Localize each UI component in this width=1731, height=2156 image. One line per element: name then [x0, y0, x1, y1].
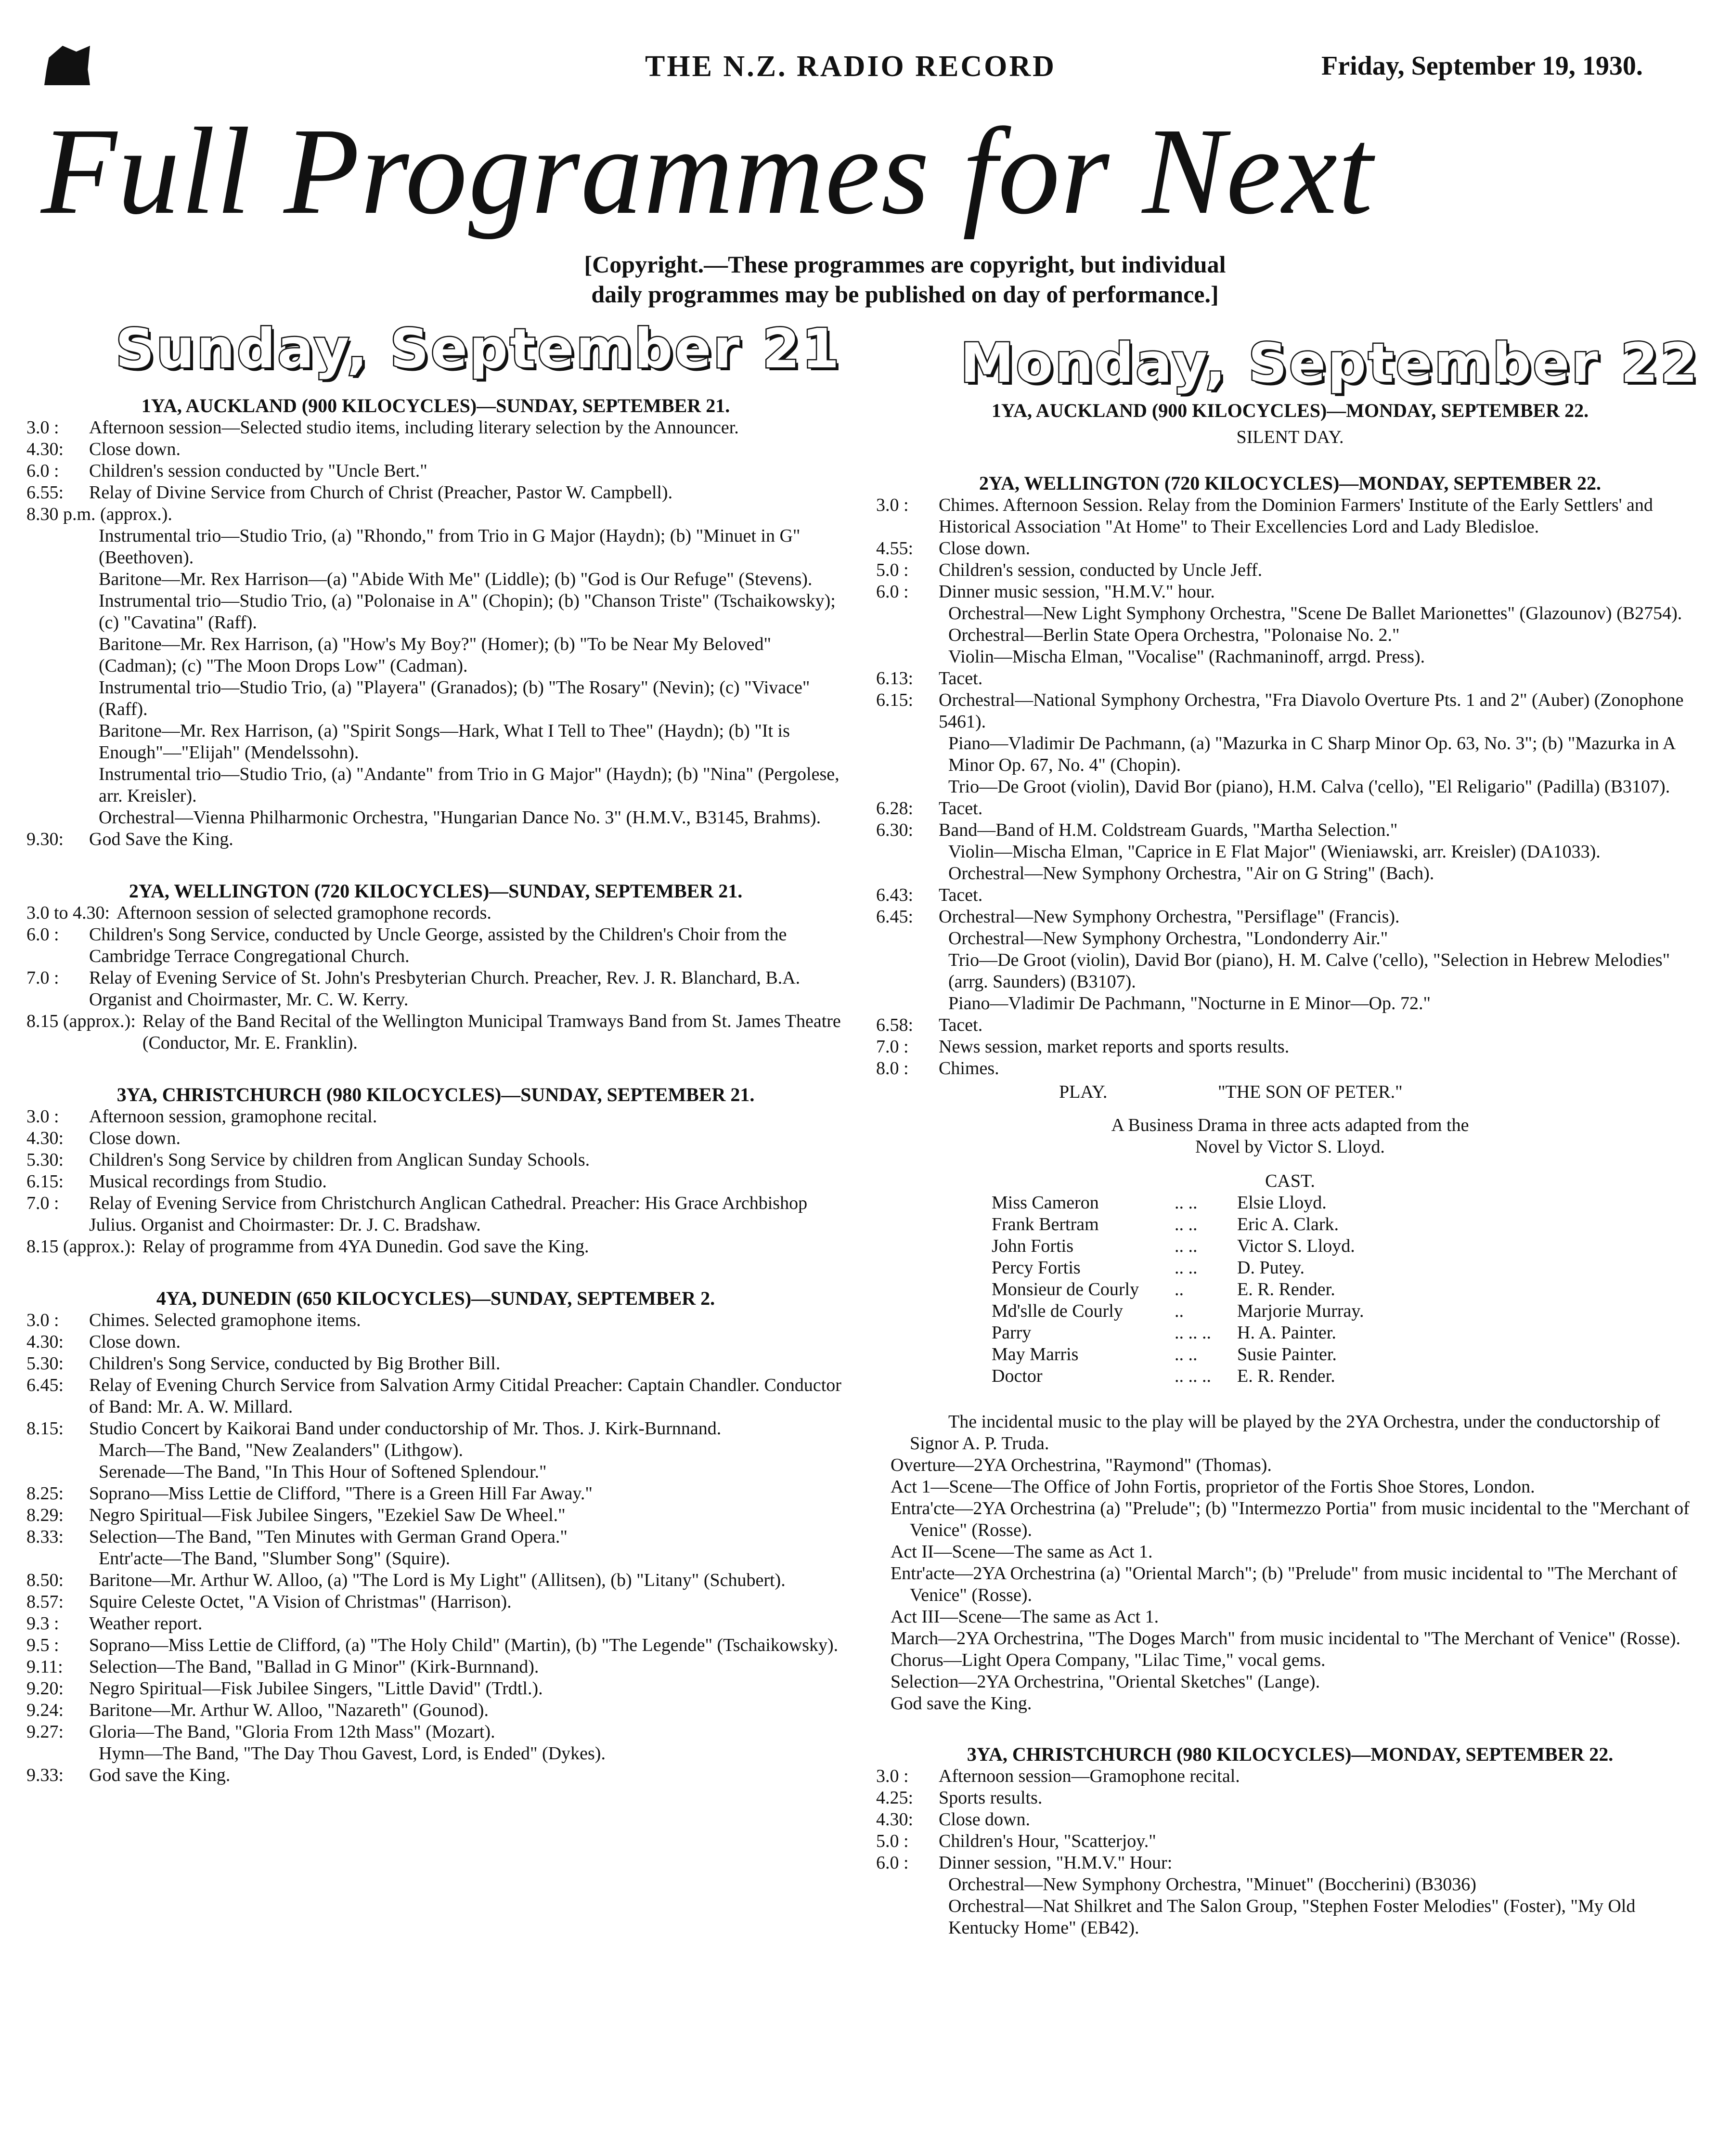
programme-time: 8.15: — [26, 1418, 64, 1439]
programme-line — [26, 1011, 845, 1054]
programme-time: 9.3 : — [26, 1613, 59, 1634]
play-notes — [876, 1411, 1704, 1714]
programme-item: Tacet. — [939, 798, 983, 818]
programme-line — [876, 646, 1704, 668]
programme-line — [26, 829, 845, 850]
programme-item: Baritone—Mr. Rex Harrison—(a) "Abide With Me" (Liddle); (b) "God is Our Refuge" (Stevens). — [99, 569, 813, 589]
programme-item: Orchestral—Nat Shilkret and The Salon Group, "Stephen Foster Melodies" (Foster), "My Old Kentucky Home" (EB42). — [948, 1896, 1636, 1938]
programme-line — [876, 841, 1704, 863]
programme-line — [26, 1635, 845, 1656]
programme-item: Violin—Mischa Elman, "Caprice in E Flat Major" (Wieniawski, arr. Kreisler) (DA1033). — [948, 842, 1601, 862]
programme-item: Hymn—The Band, "The Day Thou Gavest, Lord, is Ended" (Dykes). — [99, 1743, 606, 1764]
play-description: A Business Drama in three acts adapted from the — [1111, 1115, 1469, 1135]
programme-line — [26, 1613, 845, 1635]
programme-item: Baritone—Mr. Rex Harrison, (a) "How's My Boy?" (Homer); (b) "To be Near My Beloved" (Cadman); (c) "The Moon Drops Low" (Cadman). — [99, 634, 771, 676]
programme-line — [26, 482, 845, 504]
programme-line — [26, 1171, 845, 1193]
programme-line — [876, 1852, 1704, 1874]
programme-time: 3.0 : — [876, 1766, 909, 1786]
play-note: Act II—Scene—The same as Act 1. — [891, 1542, 1153, 1562]
programme-time: 8.0 : — [876, 1058, 909, 1078]
programme-line — [26, 1743, 845, 1765]
programme-item: Afternoon session of selected gramophone records. — [116, 903, 491, 923]
cast-role: Percy Fortis — [992, 1258, 1081, 1278]
play-note: March—2YA Orchestrina, "The Doges March" from music incidental to "The Merchant of Venice" (Rosse). — [891, 1628, 1681, 1649]
programme-item: Chimes. Selected gramophone items. — [89, 1310, 361, 1330]
programme-time: 8.33: — [26, 1527, 64, 1547]
programme-item: Close down. — [89, 439, 181, 459]
programme-item: God Save the King. — [89, 829, 233, 849]
play-title-row — [876, 1081, 1704, 1103]
monday-column — [876, 400, 1704, 1939]
programme-time: 6.0 : — [26, 924, 59, 945]
programme-line — [876, 993, 1704, 1014]
play-note: Act III—Scene—The same as Act 1. — [891, 1607, 1159, 1627]
programme-item: Children's session conducted by "Uncle Bert." — [89, 461, 427, 481]
programme-line — [26, 677, 845, 720]
cast-dots: .. — [1175, 1301, 1184, 1321]
programme-time: 4.30: — [26, 439, 64, 459]
station-title: 4YA, DUNEDIN (650 KILOCYCLES)—SUNDAY, SEPTEMBER 2. — [156, 1287, 715, 1309]
programme-item: Piano—Vladimir De Pachmann, (a) "Mazurka in C Sharp Minor Op. 63, No. 3"; (b) "Mazurka in A Minor Op. 67, No. 4" (Chopin). — [948, 733, 1675, 775]
programme-item: Gloria—The Band, "Gloria From 12th Mass" (Mozart). — [89, 1722, 495, 1742]
programme-item: Instrumental trio—Studio Trio, (a) "Rhondo," from Trio in G Major (Haydn); (b) "Minuet in G" (Beethoven). — [99, 526, 801, 568]
cast-role: Frank Bertram — [992, 1214, 1099, 1234]
programme-item: Children's Song Service, conducted by Uncle George, assisted by the Children's Choir from the Cambridge Terrace Congregational Church. — [89, 924, 787, 966]
copyright-line: daily programmes may be published on day of performance.] — [591, 281, 1219, 308]
programme-time: 7.0 : — [876, 1037, 909, 1057]
play-note: God save the King. — [891, 1693, 1032, 1714]
programme-item: Selection—The Band, "Ten Minutes with German Grand Opera." — [89, 1527, 568, 1547]
programme-line — [26, 1678, 845, 1700]
programme-item: Dinner session, "H.M.V." Hour: — [939, 1853, 1173, 1873]
station-title: 1YA, AUCKLAND (900 KILOCYCLES)—MONDAY, SEPTEMBER 22. — [991, 400, 1589, 421]
programme-line — [26, 967, 845, 1011]
programme-item: Afternoon session, gramophone recital. — [89, 1106, 377, 1127]
programme-time: 5.0 : — [876, 560, 909, 580]
programme-item: March—The Band, "New Zealanders" (Lithgow). — [99, 1440, 463, 1460]
programme-time: 3.0 : — [26, 417, 59, 438]
cast-actor: Susie Painter. — [1237, 1344, 1337, 1364]
programme-line — [26, 439, 845, 460]
programme-line — [876, 928, 1704, 949]
programme-item: Relay of Divine Service from Church of Christ (Preacher, Pastor W. Campbell). — [89, 482, 673, 503]
programme-item: Relay of Evening Service from Christchurch Anglican Cathedral. Preacher: His Grace Archbishop Julius. Organist and Choirmaster: Dr. J. C. Bradshaw. — [89, 1193, 808, 1235]
sunday-heading: Sunday, September 21 — [116, 318, 841, 380]
programme-line — [26, 1570, 845, 1591]
play-note: Chorus—Light Opera Company, "Lilac Time," vocal gems. — [891, 1650, 1326, 1670]
programme-line — [26, 634, 845, 677]
newspaper-name: THE N.Z. RADIO RECORD — [645, 50, 1056, 83]
cast-dots: .. — [1175, 1279, 1184, 1299]
programme-line — [876, 559, 1704, 581]
programme-line — [26, 902, 845, 924]
programme-line — [876, 668, 1704, 689]
programme-line — [876, 603, 1704, 624]
programme-time: 9.11: — [26, 1657, 63, 1677]
programme-time: 6.15: — [876, 690, 914, 710]
programme-line — [876, 863, 1704, 884]
programme-time: 6.43: — [876, 885, 914, 905]
programme-time: 4.30: — [26, 1332, 64, 1352]
cast-actor: E. R. Render. — [1237, 1366, 1335, 1386]
programme-line — [26, 460, 845, 482]
programme-time: 9.24: — [26, 1700, 64, 1720]
programme-line — [876, 1787, 1704, 1809]
page-title: Full Programmes for Next — [41, 102, 1374, 240]
programme-item: Instrumental trio—Studio Trio, (a) "Polonaise in A" (Chopin); (b) "Chanson Triste" (Tschaikowsky); (c) "Cavatina" (Raff). — [99, 591, 836, 633]
programme-item: Orchestral—National Symphony Orchestra, "Fra Diavolo Overture Pts. 1 and 2" (Auber) (Zonophone 5461). — [939, 690, 1684, 732]
programme-line — [876, 1058, 1704, 1079]
programme-time: 9.27: — [26, 1722, 64, 1742]
cast-dots: .. .. — [1175, 1214, 1198, 1234]
programme-item: Tacet. — [939, 1015, 983, 1035]
play-note: Act 1—Scene—The Office of John Fortis, proprietor of the Fortis Shoe Stores, London. — [891, 1477, 1535, 1497]
programme-item: Serenade—The Band, "In This Hour of Softened Splendour." — [99, 1462, 547, 1482]
cast-dots: .. .. .. — [1175, 1323, 1211, 1343]
programme-item: Relay of Evening Service of St. John's Presbyterian Church. Preacher, Rev. J. R. Blanchard, B.A. Organist and Choirmaster, Mr. C. W. Kerry. — [89, 968, 801, 1010]
programme-item: Children's Song Service, conducted by Big Brother Bill. — [89, 1353, 501, 1374]
cast-role: May Marris — [992, 1344, 1079, 1364]
issue-date: Friday, September 19, 1930. — [1321, 51, 1643, 81]
programme-time: 3.0 : — [876, 495, 909, 515]
play-note: Entra'cte—2YA Orchestrina (a) "Prelude"; (b) "Intermezzo Portia" from music incidental to the "Merchant of Venice" (Rosse). — [891, 1498, 1690, 1540]
programme-item: Negro Spiritual—Fisk Jubilee Singers, "Little David" (Trdtl.). — [89, 1678, 543, 1699]
programme-item: Children's Hour, "Scatterjoy." — [939, 1831, 1156, 1851]
play-note: Entr'acte—2YA Orchestrina (a) "Oriental March"; (b) "Prelude" from music incidental to "The Merchant of Venice" (Rosse). — [891, 1563, 1678, 1605]
play-note: Selection—2YA Orchestrina, "Oriental Sketches" (Lange). — [891, 1672, 1320, 1692]
programme-line — [876, 798, 1704, 819]
programme-item: Orchestral—New Symphony Orchestra, "Air on G String" (Bach). — [948, 863, 1434, 883]
play-label: PLAY. — [1059, 1082, 1108, 1102]
programme-item: Instrumental trio—Studio Trio, (a) "Playera" (Granados); (b) "The Rosary" (Nevin); (c) "Vivace" (Raff). — [99, 677, 810, 719]
cast-dots: .. .. .. — [1175, 1366, 1211, 1386]
programme-time: 6.13: — [876, 668, 914, 688]
programme-item: News session, market reports and sports results. — [939, 1037, 1290, 1057]
cast-actor: H. A. Painter. — [1237, 1323, 1336, 1343]
programme-item: Musical recordings from Studio. — [89, 1171, 327, 1192]
cast-list — [992, 1192, 1704, 1387]
programme-item: Afternoon session—Selected studio items, including literary selection by the Announcer. — [89, 417, 739, 438]
programme-item: Close down. — [89, 1128, 181, 1148]
programme-item: Orchestral—Berlin State Opera Orchestra, "Polonaise No. 2." — [948, 625, 1400, 645]
programme-line — [26, 1310, 845, 1331]
programme-line — [876, 906, 1704, 928]
cast-role: Miss Cameron — [992, 1193, 1099, 1213]
programme-line — [26, 1700, 845, 1721]
programme-line — [876, 733, 1704, 776]
programme-item: Baritone—Mr. Arthur W. Alloo, "Nazareth" (Gounod). — [89, 1700, 489, 1720]
programme-item: Orchestral—Vienna Philharmonic Orchestra, "Hungarian Dance No. 3" (H.M.V., B3145, Brahms). — [99, 807, 821, 828]
programme-item: Close down. — [89, 1332, 181, 1352]
programme-time: 6.0 : — [876, 582, 909, 602]
programme-time: 8.57: — [26, 1592, 64, 1612]
programme-item: Close down. — [939, 538, 1030, 558]
programme-line — [26, 1353, 845, 1375]
play-note: Overture—2YA Orchestrina, "Raymond" (Thomas). — [891, 1455, 1272, 1475]
programme-item: Orchestral—New Symphony Orchestra, "Minuet" (Boccherini) (B3036) — [948, 1874, 1476, 1895]
programme-item: Trio—De Groot (violin), David Bor (piano), H. M. Calve ('cello), "Selection in Hebrew Melodies" (arrg. Saunders) (B3107). — [948, 950, 1670, 992]
programme-time: 8.50: — [26, 1570, 64, 1590]
programme-item: God save the King. — [89, 1765, 231, 1785]
station-title: 2YA, WELLINGTON (720 KILOCYCLES)—SUNDAY, SEPTEMBER 21. — [129, 880, 743, 902]
cast-role: Monsieur de Courly — [992, 1279, 1139, 1299]
cast-actor: Marjorie Murray. — [1237, 1301, 1364, 1321]
copyright-line: [Copyright.—These programmes are copyright, but individual — [584, 251, 1226, 278]
programme-item: Dinner music session, "H.M.V." hour. — [939, 582, 1215, 602]
programme-item: Piano—Vladimir De Pachmann, "Nocturne in E Minor—Op. 72." — [948, 993, 1431, 1013]
programme-line — [26, 1483, 845, 1505]
programme-time: 5.30: — [26, 1150, 64, 1170]
programme-item: Instrumental trio—Studio Trio, (a) "Andante" from Trio in G Major" (Haydn); (b) "Nina" (Pergolese, arr. Kreisler). — [99, 764, 840, 806]
programme-line — [26, 1526, 845, 1548]
programme-line — [26, 417, 845, 439]
station-title: 3YA, CHRISTCHURCH (980 KILOCYCLES)—MONDAY, SEPTEMBER 22. — [967, 1743, 1614, 1765]
programme-item: Tacet. — [939, 668, 983, 688]
programme-line — [876, 624, 1704, 646]
programme-item: Sports results. — [939, 1788, 1043, 1808]
programme-item: Chimes. Afternoon Session. Relay from the Dominion Farmers' Institute of the Early Settlers' and Historical Association "At Home" to Their Excellencies Lord and Lady Bledisloe. — [939, 495, 1653, 537]
programme-line — [26, 924, 845, 967]
programme-item: Tacet. — [939, 885, 983, 905]
programme-time: 9.33: — [26, 1765, 64, 1785]
programme-time: 4.30: — [876, 1809, 914, 1830]
programme-line — [26, 1128, 845, 1149]
programme-time: 4.30: — [26, 1128, 64, 1148]
programme-time: 6.45: — [876, 907, 914, 927]
programme-line — [26, 569, 845, 590]
programme-line — [876, 819, 1704, 841]
programme-time: 3.0 : — [26, 1310, 59, 1330]
programme-line — [876, 689, 1704, 733]
programme-time: 6.15: — [26, 1171, 64, 1192]
cast-actor: E. R. Render. — [1237, 1279, 1335, 1299]
programme-time: 7.0 : — [26, 1193, 59, 1213]
programme-time: 4.55: — [876, 538, 914, 558]
programme-time: 4.25: — [876, 1788, 914, 1808]
programme-item: Children's session, conducted by Uncle Jeff. — [939, 560, 1263, 580]
christchurch-programme — [876, 1766, 1704, 1939]
programme-line — [876, 1014, 1704, 1036]
programme-item: Soprano—Miss Lettie de Clifford, (a) "The Holy Child" (Martin), (b) "The Legende" (Tschaikowsky). — [89, 1635, 839, 1655]
programme-item: Negro Spiritual—Fisk Jubilee Singers, "Ezekiel Saw De Wheel." — [89, 1505, 566, 1525]
programme-item: Studio Concert by Kaikorai Band under conductorship of Mr. Thos. J. Kirk-Burnnand. — [89, 1418, 722, 1439]
programme-time: 6.58: — [876, 1015, 914, 1035]
programme-line — [26, 1591, 845, 1613]
programme-item: Entr'acte—The Band, "Slumber Song" (Squire). — [99, 1548, 451, 1569]
programme-item: Close down. — [939, 1809, 1030, 1830]
programme-time: 9.20: — [26, 1678, 64, 1699]
programme-time: 8.15 (approx.): — [26, 1236, 136, 1257]
cast-role: John Fortis — [992, 1236, 1073, 1256]
page-corner-ornament — [44, 46, 90, 85]
programme-line — [26, 764, 845, 807]
programme-line — [26, 1236, 845, 1258]
programme-time: 6.0 : — [876, 1853, 909, 1873]
programme-time: 8.15 (approx.): — [26, 1011, 136, 1031]
programme-line — [26, 807, 845, 829]
programme-line — [26, 1505, 845, 1526]
programme-item: Children's Song Service by children from Anglican Sunday Schools. — [89, 1150, 590, 1170]
programme-line — [26, 1375, 845, 1418]
station-title: 2YA, WELLINGTON (720 KILOCYCLES)—MONDAY, SEPTEMBER 22. — [979, 472, 1602, 494]
station-title: 3YA, CHRISTCHURCH (980 KILOCYCLES)—SUNDAY, SEPTEMBER 21. — [116, 1084, 755, 1105]
sunday-column — [26, 395, 845, 1786]
programme-line — [26, 525, 845, 569]
programme-item: Baritone—Mr. Arthur W. Alloo, (a) "The Lord is My Light" (Allitsen), (b) "Litany" (Schubert). — [89, 1570, 786, 1590]
programme-line — [26, 1721, 845, 1743]
programme-line — [876, 1874, 1704, 1896]
programme-item: Baritone—Mr. Rex Harrison, (a) "Spirit Songs—Hark, What I Tell to Thee" (Haydn); (b) "It is Enough"—"Elijah" (Mendelssohn). — [99, 721, 790, 763]
programme-time: 3.0 : — [26, 1106, 59, 1127]
programme-time: 7.0 : — [26, 968, 59, 988]
programme-time: 6.30: — [876, 820, 914, 840]
programme-time: 6.45: — [26, 1375, 64, 1395]
programme-time: 8.29: — [26, 1505, 64, 1525]
programme-item: Band—Band of H.M. Coldstream Guards, "Martha Selection." — [939, 820, 1398, 840]
cast-role: Doctor — [992, 1366, 1043, 1386]
monday-heading: Monday, September 22 — [960, 332, 1700, 395]
programme-time: 8.30 p.m. (approx.). — [26, 504, 172, 524]
play-name: "THE SON OF PETER." — [1218, 1082, 1403, 1102]
programme-line — [26, 1440, 845, 1461]
programme-line — [876, 776, 1704, 798]
programme-line — [876, 1809, 1704, 1831]
programme-item: Relay of Evening Church Service from Salvation Army Citidal Preacher: Captain Chandler. Conductor of Band: Mr. A. W. Millard. — [89, 1375, 841, 1417]
programme-item: Afternoon session—Gramophone recital. — [939, 1766, 1240, 1786]
cast-role: Parry — [992, 1323, 1032, 1343]
programme-line — [876, 884, 1704, 906]
play-note: The incidental music to the play will be played by the 2YA Orchestra, under the conductorship of Signor A. P. Truda. — [910, 1412, 1660, 1454]
programme-time: 9.5 : — [26, 1635, 59, 1655]
programme-item: Chimes. — [939, 1058, 999, 1078]
play-description: Novel by Victor S. Lloyd. — [1195, 1137, 1385, 1157]
programme-line — [876, 1831, 1704, 1852]
programme-line — [26, 590, 845, 634]
programme-item: Relay of programme from 4YA Dunedin. God save the King. — [142, 1236, 589, 1257]
cast-actor: Eric A. Clark. — [1237, 1214, 1339, 1234]
station-title: 1YA, AUCKLAND (900 KILOCYCLES)—SUNDAY, SEPTEMBER 21. — [141, 395, 730, 416]
programme-time: 5.30: — [26, 1353, 64, 1374]
programme-line — [26, 1418, 845, 1440]
programme-item: Orchestral—New Symphony Orchestra, "Londonderry Air." — [948, 928, 1388, 948]
programme-time: 6.55: — [26, 482, 64, 503]
programme-time: 6.0 : — [26, 461, 59, 481]
programme-item: Soprano—Miss Lettie de Clifford, "There is a Green Hill Far Away." — [89, 1483, 593, 1504]
programme-line — [26, 1331, 845, 1353]
programme-item: Relay of the Band Recital of the Wellington Municipal Tramways Band from St. James Theatre (Conductor, Mr. E. Franklin). — [142, 1011, 841, 1053]
programme-item: Weather report. — [89, 1613, 203, 1634]
programme-time: 8.25: — [26, 1483, 64, 1504]
programme-time: 3.0 to 4.30: — [26, 903, 110, 923]
programme-item: Violin—Mischa Elman, "Vocalise" (Rachmaninoff, arrgd. Press). — [948, 647, 1425, 667]
cast-role: Md'slle de Courly — [992, 1301, 1123, 1321]
cast-actor: Elsie Lloyd. — [1237, 1193, 1327, 1213]
programme-item: Orchestral—New Symphony Orchestra, "Persiflage" (Francis). — [939, 907, 1400, 927]
programme-item: Trio—De Groot (violin), David Bor (piano), H.M. Calva ('cello), "El Religario" (Padilla) (B3107). — [948, 777, 1670, 797]
programme-time: 5.0 : — [876, 1831, 909, 1851]
programme-line — [876, 949, 1704, 993]
programme-line — [26, 720, 845, 764]
programme-time: 6.28: — [876, 798, 914, 818]
wellington-programme — [876, 494, 1704, 1079]
cast-dots: .. .. — [1175, 1236, 1198, 1256]
programme-line — [26, 1193, 845, 1236]
programme-line — [26, 1548, 845, 1570]
programme-line — [876, 1766, 1704, 1787]
programme-line — [26, 1149, 845, 1171]
programme-item: Squire Celeste Octet, "A Vision of Christmas" (Harrison). — [89, 1592, 512, 1612]
running-header — [0, 46, 1731, 89]
cast-dots: .. .. — [1175, 1344, 1198, 1364]
cast-dots: .. .. — [1175, 1193, 1198, 1213]
programme-line — [876, 1036, 1704, 1058]
silent-day-note: SILENT DAY. — [1236, 427, 1344, 447]
cast-actor: D. Putey. — [1237, 1258, 1305, 1278]
programme-line — [26, 504, 845, 525]
copyright-notice — [496, 249, 1314, 309]
programme-item: Selection—The Band, "Ballad in G Minor" (Kirk-Burnnand). — [89, 1657, 539, 1677]
cast-actor: Victor S. Lloyd. — [1237, 1236, 1355, 1256]
programme-line — [876, 1896, 1704, 1939]
programme-line — [26, 1461, 845, 1483]
programme-line — [876, 494, 1704, 538]
programme-line — [26, 1106, 845, 1128]
programme-item: Orchestral—New Light Symphony Orchestra, "Scene De Ballet Marionettes" (Glazounov) (B2754). — [948, 603, 1682, 623]
programme-line — [876, 538, 1704, 559]
programme-time: 9.30: — [26, 829, 64, 849]
cast-label: CAST. — [1265, 1171, 1315, 1191]
cast-dots: .. .. — [1175, 1258, 1198, 1278]
programme-line — [876, 581, 1704, 603]
programme-line — [26, 1656, 845, 1678]
programme-line — [26, 1765, 845, 1786]
